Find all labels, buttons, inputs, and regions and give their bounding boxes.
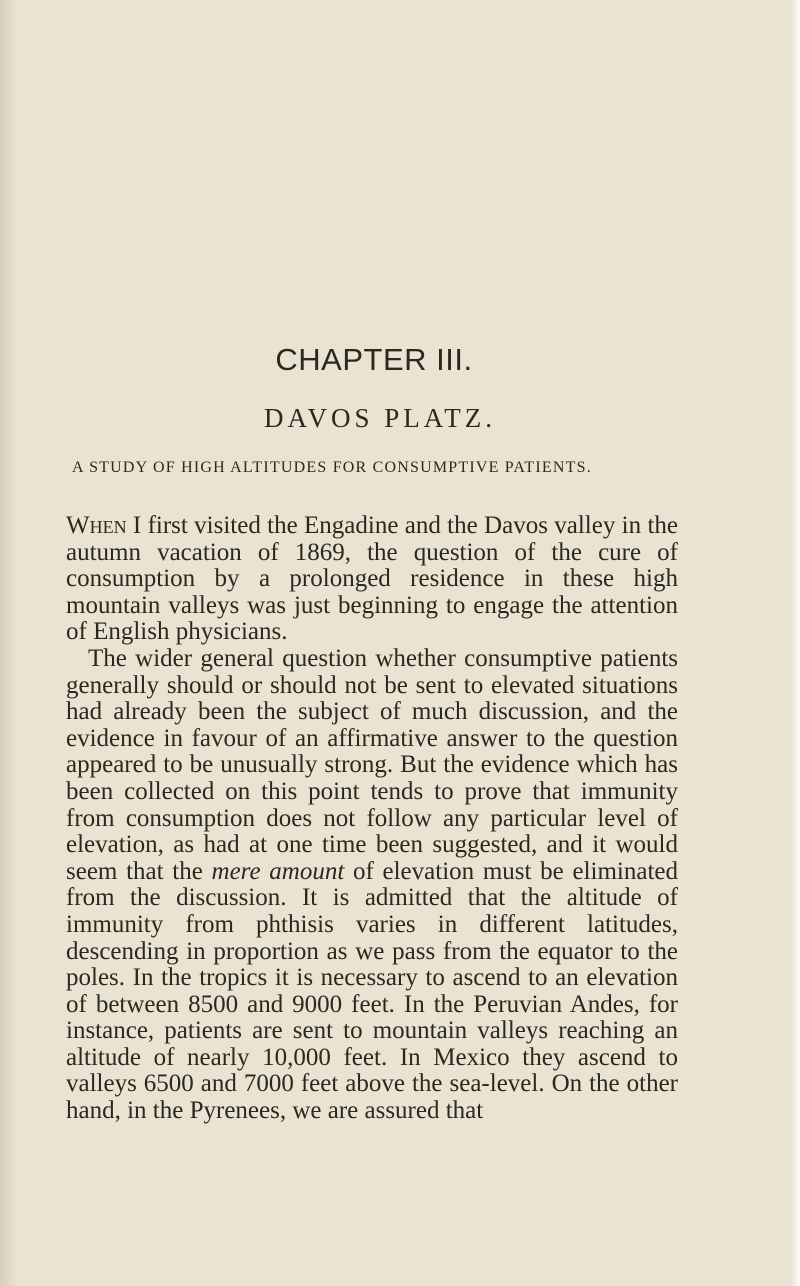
emphasis-mere-amount: mere amount (211, 857, 345, 885)
body-text (66, 513, 678, 1125)
paragraph-1-text: I first visited the Engadine and the Davos valley in the autumn vacation of 1869, the question of the cure of consumption by a prolonged residence in these high mountain valleys was just beginning to engage the attention of English physicians. (66, 512, 678, 646)
paragraph-1 (66, 513, 678, 646)
chapter-heading: CHAPTER III. (275, 342, 473, 377)
paragraph-2 (66, 646, 678, 1125)
paragraph-lead-word: When (66, 512, 127, 539)
paragraph-2-text-after: of elevation must be eliminated from the discussion. It is admitted that the altitude of immunity from phthisis varies in different latitudes, descending in proportion as we pass from the equator to the poles. In the tropics it is necessary to ascend to an elevation of between 8500 and 9000 feet. In the Peruvian Andes, for instance, patients are sent to mountain valleys reaching an altitude of nearly 10,000 feet. In Mexico they ascend to valleys 6500 and 7000 feet above the sea-level. On the other hand, in the Pyrenees, we are assured that (66, 857, 678, 1125)
chapter-subtitle: A STUDY OF HIGH ALTITUDES FOR CONSUMPTIVE PATIENTS. (72, 459, 592, 476)
chapter-title: DAVOS PLATZ. (263, 403, 497, 433)
paragraph-2-text-before: The wider general question whether consumptive patients generally should or should not be sent to elevated situations had already been the subject of much discussion, and the evidence in favour of an affirmative answer to the question appeared to be unusually strong. But the evidence which has been collected on this point tends to prove that immunity from consumption does not follow any particular level of elevation, as had at one time been suggested, and it would seem that the (66, 644, 678, 885)
